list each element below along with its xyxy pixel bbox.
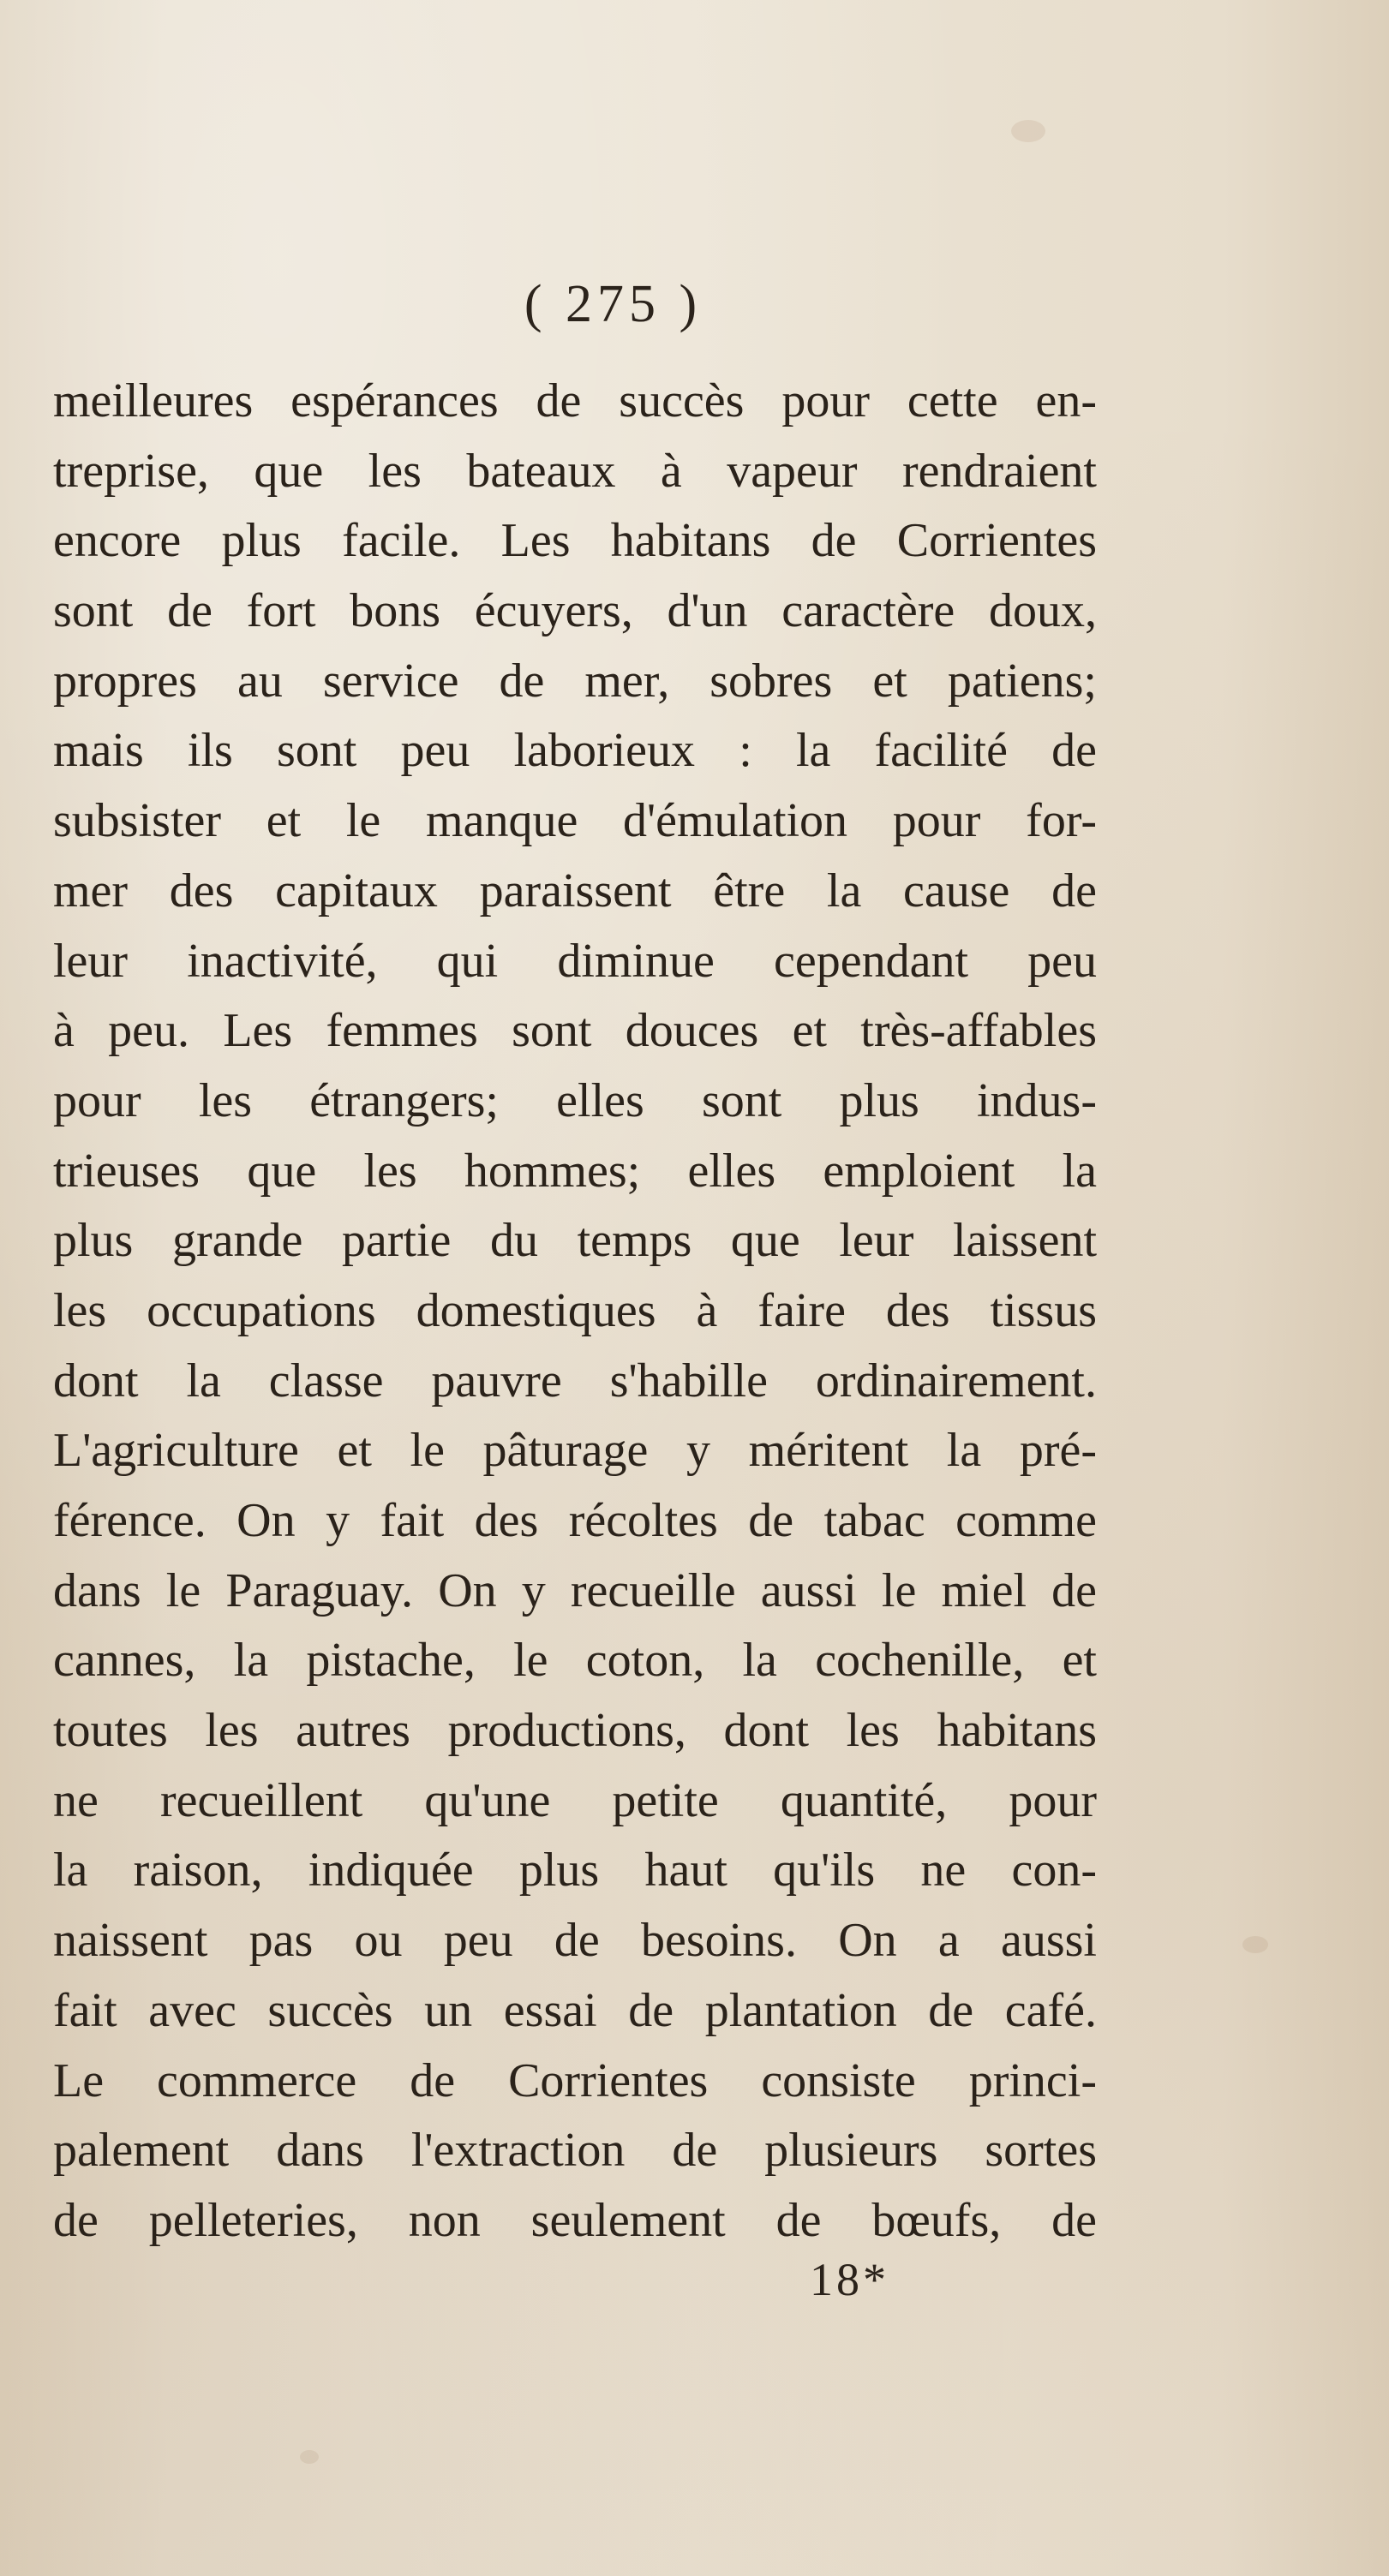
- signature-mark: 18*: [810, 2254, 889, 2305]
- text-line: ne recueillent qu'une petite quantité, pour: [53, 1773, 1097, 1827]
- text-line: L'agriculture et le pâturage y méritent la pré-: [53, 1424, 1097, 1478]
- text-line: naissent pas ou peu de besoins. On a aussi: [53, 1914, 1097, 1968]
- paper-stain: [1242, 1936, 1268, 1953]
- page-number-header: ( 275 ): [524, 275, 703, 333]
- text-line: à peu. Les femmes sont douces et très-affables: [53, 1004, 1097, 1058]
- text-line: leur inactivité, qui diminue cependant peu: [53, 934, 1097, 988]
- text-line: subsister et le manque d'émulation pour for-: [53, 794, 1097, 848]
- text-line: férence. On y fait des récoltes de tabac comme: [53, 1494, 1097, 1547]
- text-line: palement dans l'extraction de plusieurs sortes: [53, 2124, 1097, 2178]
- text-line: trieuses que les hommes; elles emploient la: [53, 1144, 1097, 1198]
- text-line: les occupations domestiques à faire des tissus: [53, 1283, 1097, 1337]
- text-line: Le commerce de Corrientes consiste princi-: [53, 2053, 1097, 2107]
- text-line: sont de fort bons écuyers, d'un caractère doux,: [53, 584, 1097, 638]
- paper-stain: [300, 2450, 319, 2464]
- text-line: dont la classe pauvre s'habille ordinairement.: [53, 1354, 1097, 1408]
- text-line: meilleures espérances de succès pour cette en-: [53, 374, 1097, 427]
- text-line: mer des capitaux paraissent être la cause de: [53, 864, 1097, 917]
- body-text: [53, 367, 1097, 2256]
- text-line: plus grande partie du temps que leur laissent: [53, 1214, 1097, 1268]
- text-line: propres au service de mer, sobres et patiens;: [53, 654, 1097, 708]
- paper-stain: [1011, 120, 1045, 142]
- text-line: de pelleteries, non seulement de bœufs, de: [53, 2193, 1097, 2247]
- text-line: treprise, que les bateaux à vapeur rendraient: [53, 444, 1097, 498]
- text-line: cannes, la pistache, le coton, la cochenille, et: [53, 1634, 1097, 1688]
- text-line: encore plus facile. Les habitans de Corrientes: [53, 514, 1097, 568]
- text-line: fait avec succès un essai de plantation de café.: [53, 1983, 1097, 2037]
- text-line: la raison, indiquée plus haut qu'ils ne con-: [53, 1844, 1097, 1898]
- text-line: dans le Paraguay. On y recueille aussi le miel de: [53, 1563, 1097, 1617]
- text-line: pour les étrangers; elles sont plus indus-: [53, 1073, 1097, 1127]
- text-line: mais ils sont peu laborieux : la facilité de: [53, 724, 1097, 778]
- text-line: toutes les autres productions, dont les habitans: [53, 1704, 1097, 1758]
